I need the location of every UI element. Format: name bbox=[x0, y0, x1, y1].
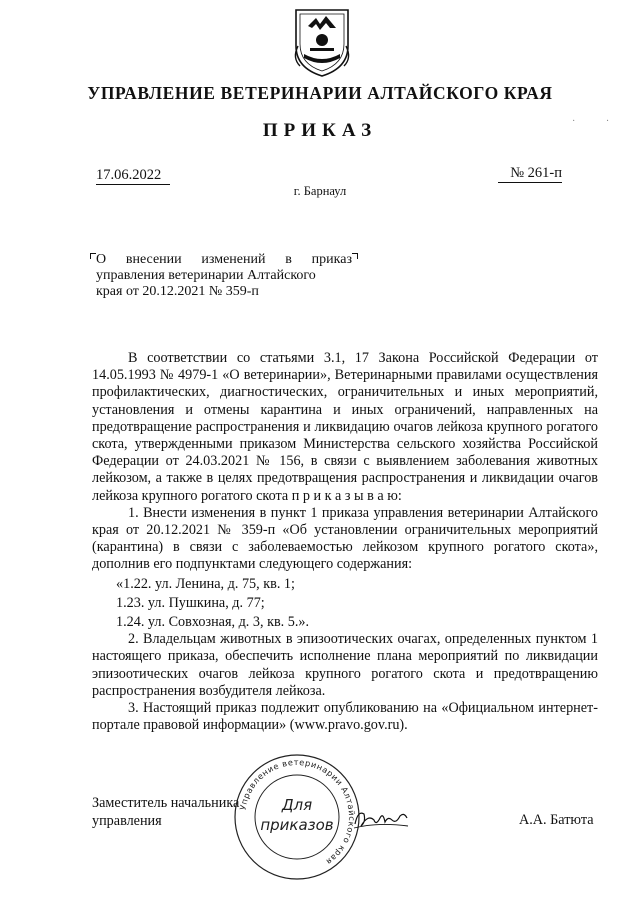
stamp-ring-text: Управление ветеринарии Алтайского края bbox=[237, 756, 358, 868]
subject-bracket-right bbox=[352, 253, 358, 259]
sub-item-1-24: 1.24. ул. Совхозная, д. 3, кв. 5.». bbox=[116, 614, 310, 631]
point-1-paragraph: 1. Внести изменения в пункт 1 приказа управления ветеринарии Алтайского края от 20.12.2021 № 359-п «Об установлении ограничительных мероприятий (карантина) в связи с заболеваемостью лейкозом крупного рогатого скота», дополнив его подпунктами следующего содержания: bbox=[92, 504, 598, 573]
signer-position-line-2: управления bbox=[92, 813, 162, 829]
preamble-text: В соответствии со статьями 3.1, 17 Закона Российской Федерации от 14.05.1993 № 4979-1 «О ветеринарии», Ветеринарными правилами осуществления профилактических, диагностических, ограничительных и иных мероприятий, установления и отмены карантина и иных ограничений, направленных на предотвращение распространения и ликвидацию очагов лейкоза крупного рогатого скота, утвержденными приказом Министерства сельского хозяйства Российской Федерации от 24.03.2021 № 156, в связи с выявлением заболевания животных лейкозом, а также в целях предотвращения распространения и ликвидации очагов лейкоза крупного рогатого скота bbox=[92, 350, 598, 504]
point-2-paragraph: 2. Владельцам животных в эпизоотических очагах, определенных пунктом 1 настоящего приказа, обеспечить исполнение плана мероприятий по ликвидации эпизоотических очагов лейкоза крупного рогатого скота и предотвращению распространения возбудителя лейкоза. bbox=[92, 631, 598, 699]
signer-position bbox=[92, 794, 239, 830]
stamp-center-line-1: Для bbox=[281, 796, 313, 814]
subject-line-2: управления ветеринарии Алтайского bbox=[96, 268, 316, 283]
stamp-center-line-2: приказов bbox=[260, 816, 334, 834]
subject-line-3: края от 20.12.2021 № 359-п bbox=[96, 284, 259, 299]
sub-item-1-22: «1.22. ул. Ленина, д. 75, кв. 1; bbox=[116, 575, 295, 592]
city: г. Барнаул bbox=[293, 184, 347, 198]
subject-line-1: О внесении изменений в приказ bbox=[96, 252, 352, 267]
coat-of-arms-emblem bbox=[290, 6, 354, 78]
organization-title: УПРАВЛЕНИЕ ВЕТЕРИНАРИИ АЛТАЙСКОГО КРАЯ bbox=[87, 83, 553, 103]
document-subject bbox=[96, 252, 352, 300]
subject-bracket-left bbox=[90, 253, 96, 259]
scan-marks: · · bbox=[572, 116, 624, 127]
signer-name: А.А. Батюта bbox=[519, 812, 594, 828]
handwritten-signature bbox=[352, 806, 410, 832]
preamble-paragraph bbox=[92, 350, 598, 505]
document-number: № 261-п bbox=[498, 165, 562, 183]
sub-item-1-23: 1.23. ул. Пушкина, д. 77; bbox=[116, 594, 265, 611]
document-date: 17.06.2022 bbox=[96, 167, 170, 185]
signer-position-line-1: Заместитель начальника bbox=[92, 795, 240, 811]
official-stamp bbox=[232, 752, 362, 882]
document-body bbox=[92, 350, 598, 734]
prikazyvayu-word: п р и к а з ы в а ю: bbox=[291, 487, 402, 504]
point-3-paragraph: 3. Настоящий приказ подлежит опубликованию на «Официальном интернет-портале правовой информации» (www.pravo.gov.ru). bbox=[92, 700, 598, 734]
document-type: ПРИКАЗ bbox=[262, 120, 378, 141]
